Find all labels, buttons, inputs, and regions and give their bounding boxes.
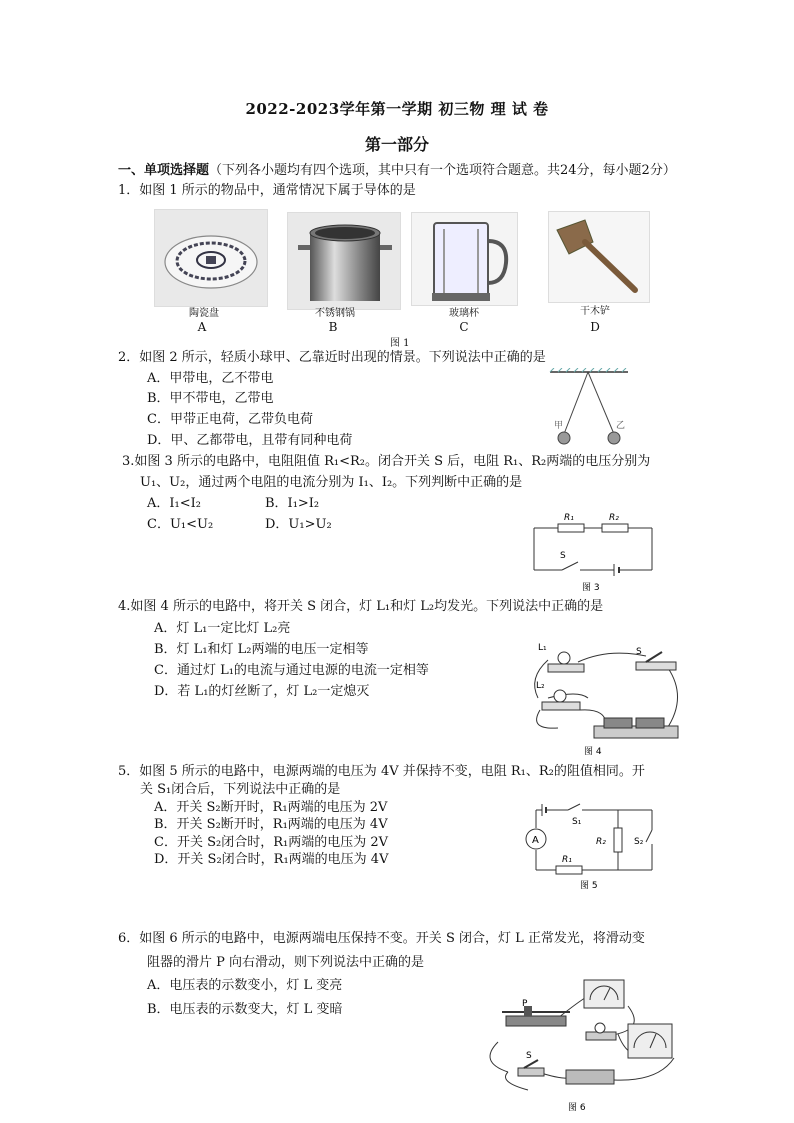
q5-r1-label: R₁ (562, 855, 572, 865)
q1-letter-c: C (459, 320, 469, 334)
q4-stem: 4.如图 4 所示的电路中，将开关 S 闭合，灯 L₁和灯 L₂均发光。下列说法中正确的是 (118, 599, 604, 614)
q6-option-b: B．电压表的示数变大，灯 L 变暗 (147, 1002, 343, 1017)
q5-r2-label: R₂ (596, 837, 606, 847)
q1-letter-d: D (590, 320, 600, 334)
exam-title: 2022-2023学年第一学期 初三物 理 试 卷 (245, 100, 549, 118)
q1-caption-d: 干木铲 (580, 306, 610, 317)
q5-option-c: C．开关 S₂闭合时，R₁两端的电压为 2V (154, 835, 388, 850)
q3-option-c: C．U₁<U₂ (147, 517, 214, 532)
q1-image-plate (154, 209, 268, 307)
ball-yi-label: 乙 (616, 421, 626, 431)
section-heading (118, 162, 676, 180)
switch-label: S (560, 551, 566, 561)
q1-letter-a: A (197, 320, 207, 334)
q4-option-a: A．灯 L₁一定比灯 L₂亮 (154, 621, 291, 636)
q1-figure-label: 图 1 (390, 338, 410, 349)
q6-option-a: A．电压表的示数变小，灯 L 变亮 (147, 978, 343, 993)
q3-circuit-diagram (530, 508, 660, 594)
part-title: 第一部分 (364, 135, 429, 154)
q2-option-d: D．甲、乙都带电，且带有同种电荷 (147, 433, 353, 448)
q3-option-b: B．I₁>I₂ (265, 496, 320, 511)
q6-stem-line2: 阻器的滑片 P 向右滑动，则下列说法中正确的是 (147, 955, 425, 970)
ball-jia-label: 甲 (554, 421, 564, 431)
pot-icon (288, 213, 400, 309)
q3-stem-line2: U₁、U₂，通过两个电阻的电流分别为 I₁、I₂。下列判断中正确的是 (140, 475, 523, 490)
q4-option-c: C．通过灯 L₁的电流与通过电源的电流一定相等 (154, 663, 429, 678)
section-heading-label: 一、单项选择题 (118, 163, 210, 178)
q1-image-glass (411, 212, 518, 306)
q5-figure-label: 图 5 (580, 881, 598, 891)
plate-icon (155, 210, 267, 306)
q1-caption-a: 陶瓷盘 (189, 308, 219, 319)
q5-option-a: A．开关 S₂断开时，R₁两端的电压为 2V (154, 800, 388, 815)
q5-option-b: B．开关 S₂断开时，R₁两端的电压为 4V (154, 817, 388, 832)
q1-caption-b: 不锈钢锅 (315, 308, 355, 319)
q4-figure-label: 图 4 (584, 747, 602, 757)
q1-image-pot (287, 212, 401, 310)
q3-option-a: A．I₁<I₂ (147, 496, 201, 511)
q2-stem: 2．如图 2 所示，轻质小球甲、乙靠近时出现的情景。下列说法中正确的是 (118, 350, 546, 365)
q1-caption-c: 玻璃杯 (449, 308, 479, 319)
l2-label: L₂ (536, 681, 545, 691)
q6-switch-label: S (526, 1051, 532, 1061)
r2-label: R₂ (609, 513, 619, 523)
ammeter-icon: A (532, 835, 539, 846)
q3-stem-line1: 3.如图 3 所示的电路中，电阻阻值 R₁<R₂。闭合开关 S 后，电阻 R₁、R₂两端的电压分别为 (122, 454, 651, 469)
q4-option-d: D．若 L₁的灯丝断了，灯 L₂一定熄灭 (154, 684, 370, 699)
q1-stem: 1．如图 1 所示的物品中，通常情况下属于导体的是 (118, 183, 416, 198)
q6-circuit-diagram (478, 972, 690, 1116)
q5-stem-line2: 关 S₁闭合后，下列说法中正确的是 (140, 782, 341, 797)
glass-mug-icon (412, 213, 517, 305)
q2-option-a: A．甲带电，乙不带电 (147, 371, 274, 386)
l1-label: L₁ (538, 643, 547, 653)
q5-option-d: D．开关 S₂闭合时，R₁两端的电压为 4V (154, 852, 389, 867)
q4-switch-label: S (636, 647, 642, 657)
q1-letter-b: B (328, 320, 338, 334)
q4-circuit-diagram (518, 638, 686, 762)
q1-image-spatula (548, 211, 650, 303)
q3-option-d: D．U₁>U₂ (265, 517, 332, 532)
wooden-spatula-icon (549, 212, 649, 302)
q4-option-b: B．灯 L₁和灯 L₂两端的电压一定相等 (154, 642, 369, 657)
s1-label: S₁ (572, 817, 582, 827)
slider-p-label: P (522, 999, 528, 1009)
q3-figure-label: 图 3 (582, 583, 600, 593)
q6-stem-line1: 6．如图 6 所示的电路中，电源两端电压保持不变。开关 S 闭合，灯 L 正常发光，将滑动变 (118, 931, 645, 946)
r1-label: R₁ (564, 513, 574, 523)
section-heading-note: （下列各小题均有四个选项，其中只有一个选项符合题意。共24分，每小题2分） (209, 163, 676, 178)
q2-option-c: C．甲带正电荷，乙带负电荷 (147, 412, 313, 427)
q2-option-b: B．甲不带电，乙带电 (147, 391, 274, 406)
q5-circuit-diagram (522, 800, 662, 894)
s2-label: S₂ (634, 837, 644, 847)
q2-pendulum-diagram (548, 368, 632, 450)
q6-figure-label: 图 6 (568, 1103, 586, 1113)
q5-stem-line1: 5．如图 5 所示的电路中，电源两端的电压为 4V 并保持不变，电阻 R₁、R₂的阻值相同。开 (118, 764, 645, 779)
